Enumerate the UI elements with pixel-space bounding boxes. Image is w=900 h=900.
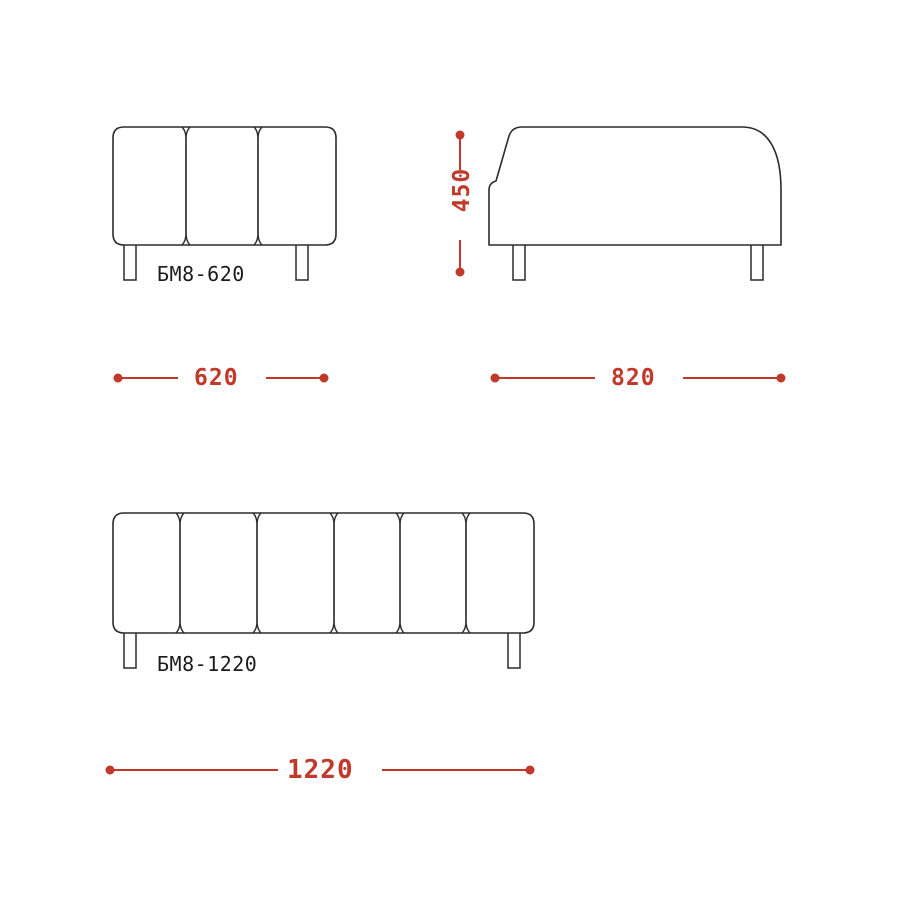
dimension-value-620: 620	[194, 365, 239, 391]
legs-820	[513, 243, 763, 280]
bench-body-620	[113, 127, 336, 245]
view-front-1220	[106, 513, 535, 785]
dimension-value-1220: 1220	[287, 755, 354, 785]
view-front-620	[113, 127, 336, 393]
bench-body-820	[489, 127, 781, 245]
dimension-value-450: 450	[449, 167, 475, 213]
view-side-820	[445, 127, 786, 393]
model-label-620: БМ8-620	[157, 262, 245, 286]
bench-body-1220	[113, 513, 534, 633]
dimension-value-820: 820	[611, 365, 656, 391]
model-label-1220: БМ8-1220	[157, 652, 258, 676]
